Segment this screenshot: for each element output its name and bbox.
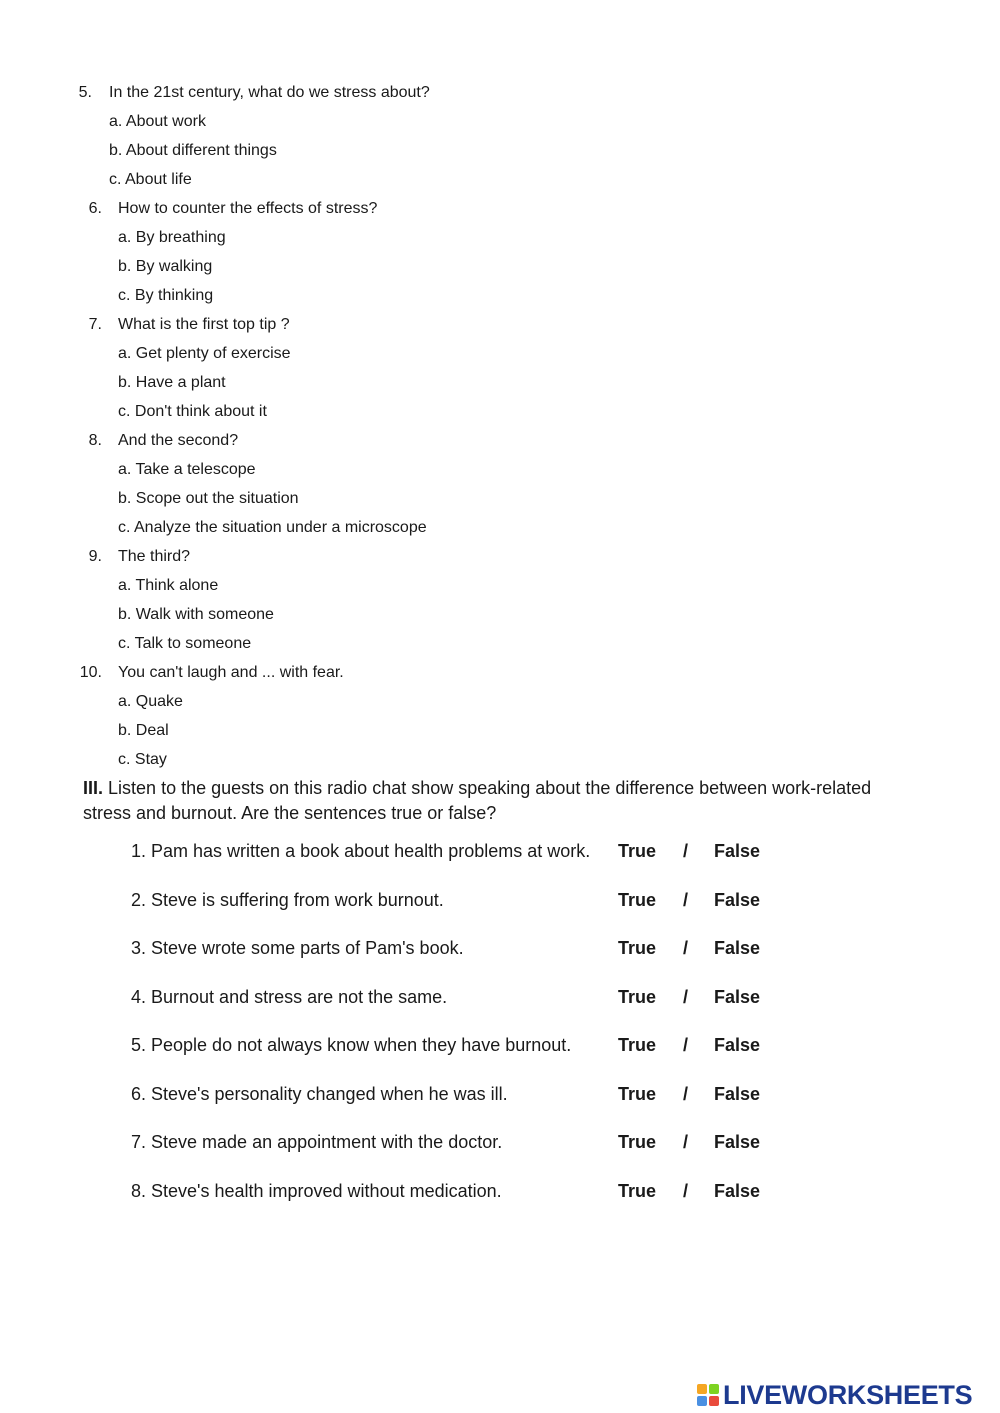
- answer-option[interactable]: [0, 455, 1000, 484]
- question-text: How to counter the effects of stress?: [118, 200, 378, 217]
- answer-option-label: b. About different things: [109, 142, 277, 159]
- answer-option[interactable]: [0, 223, 1000, 252]
- true-false-row: [0, 884, 1000, 933]
- question-item: [0, 542, 1000, 571]
- question-number: 8.: [88, 432, 102, 449]
- true-option[interactable]: True: [618, 1180, 657, 1201]
- option-separator: /: [683, 1180, 689, 1201]
- logo-text: LIVEWORKSHEETS: [723, 1379, 973, 1410]
- answer-option-label: a. Get plenty of exercise: [118, 345, 291, 362]
- question-text: What is the first top tip ?: [118, 316, 290, 333]
- false-option[interactable]: False: [714, 986, 761, 1007]
- statement-text: 2. Steve is suffering from work burnout.: [131, 889, 444, 910]
- answer-option-label: b. Scope out the situation: [118, 490, 299, 507]
- section-three-instruction: [83, 776, 923, 826]
- question-item: [0, 310, 1000, 339]
- question-group-first: [0, 78, 1000, 194]
- false-option[interactable]: False: [714, 889, 761, 910]
- question-number: 10.: [79, 664, 102, 681]
- true-option[interactable]: True: [618, 841, 657, 861]
- question-group-rest: [0, 194, 1000, 774]
- true-false-row: [0, 932, 1000, 981]
- answer-option[interactable]: [0, 716, 1000, 745]
- answer-option-label: c. Talk to someone: [118, 635, 252, 652]
- true-option[interactable]: True: [618, 938, 657, 958]
- option-separator: /: [683, 1035, 689, 1055]
- true-false-row: [0, 835, 1000, 884]
- answer-option-label: c. Don't think about it: [118, 403, 267, 420]
- question-item: [0, 78, 1000, 107]
- answer-option[interactable]: [0, 339, 1000, 368]
- question-number: 6.: [88, 200, 102, 217]
- answer-option-label: c. About life: [109, 171, 192, 188]
- false-option[interactable]: False: [714, 938, 761, 958]
- false-option[interactable]: False: [714, 841, 761, 861]
- logo-square: [697, 1384, 707, 1394]
- question-item: [0, 426, 1000, 455]
- section-instruction-text: Listen to the guests on this radio chat show speaking about the difference between work-related stress and burnout. Are the sentences true or false?: [83, 778, 872, 823]
- statement-text: 1. Pam has written a book about health problems at work.: [131, 841, 591, 861]
- answer-option-label: a. Take a telescope: [118, 461, 256, 478]
- false-option[interactable]: False: [714, 1132, 761, 1152]
- answer-option[interactable]: [0, 136, 1000, 165]
- answer-option[interactable]: [0, 252, 1000, 281]
- multiple-choice-list: [0, 78, 1000, 774]
- option-separator: /: [683, 986, 689, 1007]
- option-separator: /: [683, 1083, 689, 1104]
- logo-square: [709, 1384, 719, 1394]
- answer-option[interactable]: [0, 600, 1000, 629]
- false-option[interactable]: False: [714, 1083, 761, 1104]
- answer-option-label: c. Analyze the situation under a microscope: [118, 519, 427, 536]
- option-separator: /: [683, 889, 689, 910]
- statement-text: 5. People do not always know when they have burnout.: [131, 1035, 572, 1055]
- answer-option[interactable]: [0, 745, 1000, 774]
- question-text: And the second?: [118, 432, 239, 449]
- option-separator: /: [683, 1132, 689, 1152]
- question-number: 9.: [88, 548, 102, 565]
- answer-option[interactable]: [0, 107, 1000, 136]
- answer-option-label: b. Have a plant: [118, 374, 226, 391]
- answer-option-label: c. By thinking: [118, 287, 214, 304]
- true-false-row: [0, 1078, 1000, 1127]
- answer-option-label: c. Stay: [118, 751, 167, 768]
- question-item: [0, 658, 1000, 687]
- answer-option[interactable]: [0, 397, 1000, 426]
- question-item: [0, 194, 1000, 223]
- statement-text: 8. Steve's health improved without medication.: [131, 1180, 502, 1201]
- answer-option[interactable]: [0, 513, 1000, 542]
- answer-option[interactable]: [0, 368, 1000, 397]
- true-false-row: [0, 1175, 1000, 1224]
- answer-option-label: b. Walk with someone: [118, 606, 274, 623]
- answer-option[interactable]: [0, 571, 1000, 600]
- statement-text: 3. Steve wrote some parts of Pam's book.: [131, 938, 464, 958]
- logo-mark-icon: [697, 1384, 719, 1406]
- logo-square: [697, 1396, 707, 1406]
- true-false-row: [0, 1029, 1000, 1078]
- true-option[interactable]: True: [618, 1083, 657, 1104]
- question-text: The third?: [118, 548, 191, 565]
- true-false-row: [0, 1126, 1000, 1175]
- question-number: 7.: [88, 316, 102, 333]
- false-option[interactable]: False: [714, 1035, 761, 1055]
- answer-option-label: b. Deal: [118, 722, 169, 739]
- answer-option[interactable]: [0, 281, 1000, 310]
- true-false-row: [0, 981, 1000, 1030]
- true-option[interactable]: True: [618, 889, 657, 910]
- true-false-list: [0, 835, 1000, 1223]
- question-number: 5.: [78, 84, 92, 101]
- true-option[interactable]: True: [618, 1132, 657, 1152]
- statement-text: 4. Burnout and stress are not the same.: [131, 986, 448, 1007]
- logo-square: [709, 1396, 719, 1406]
- answer-option-label: a. Think alone: [118, 577, 219, 594]
- true-option[interactable]: True: [618, 1035, 657, 1055]
- answer-option-label: b. By walking: [118, 258, 213, 275]
- answer-option[interactable]: [0, 165, 1000, 194]
- option-separator: /: [683, 841, 689, 861]
- false-option[interactable]: False: [714, 1180, 761, 1201]
- answer-option[interactable]: [0, 687, 1000, 716]
- statement-text: 7. Steve made an appointment with the doctor.: [131, 1132, 503, 1152]
- option-separator: /: [683, 938, 689, 958]
- answer-option-label: a. About work: [109, 113, 206, 130]
- question-text: You can't laugh and ... with fear.: [118, 664, 344, 681]
- answer-option[interactable]: [0, 484, 1000, 513]
- liveworksheets-logo: [697, 1378, 972, 1412]
- section-roman-numeral: III.: [83, 778, 104, 798]
- true-option[interactable]: True: [618, 986, 657, 1007]
- answer-option-label: a. Quake: [118, 693, 183, 710]
- answer-option-label: a. By breathing: [118, 229, 226, 246]
- statement-text: 6. Steve's personality changed when he was ill.: [131, 1083, 508, 1104]
- question-text: In the 21st century, what do we stress about?: [109, 84, 430, 101]
- answer-option[interactable]: [0, 629, 1000, 658]
